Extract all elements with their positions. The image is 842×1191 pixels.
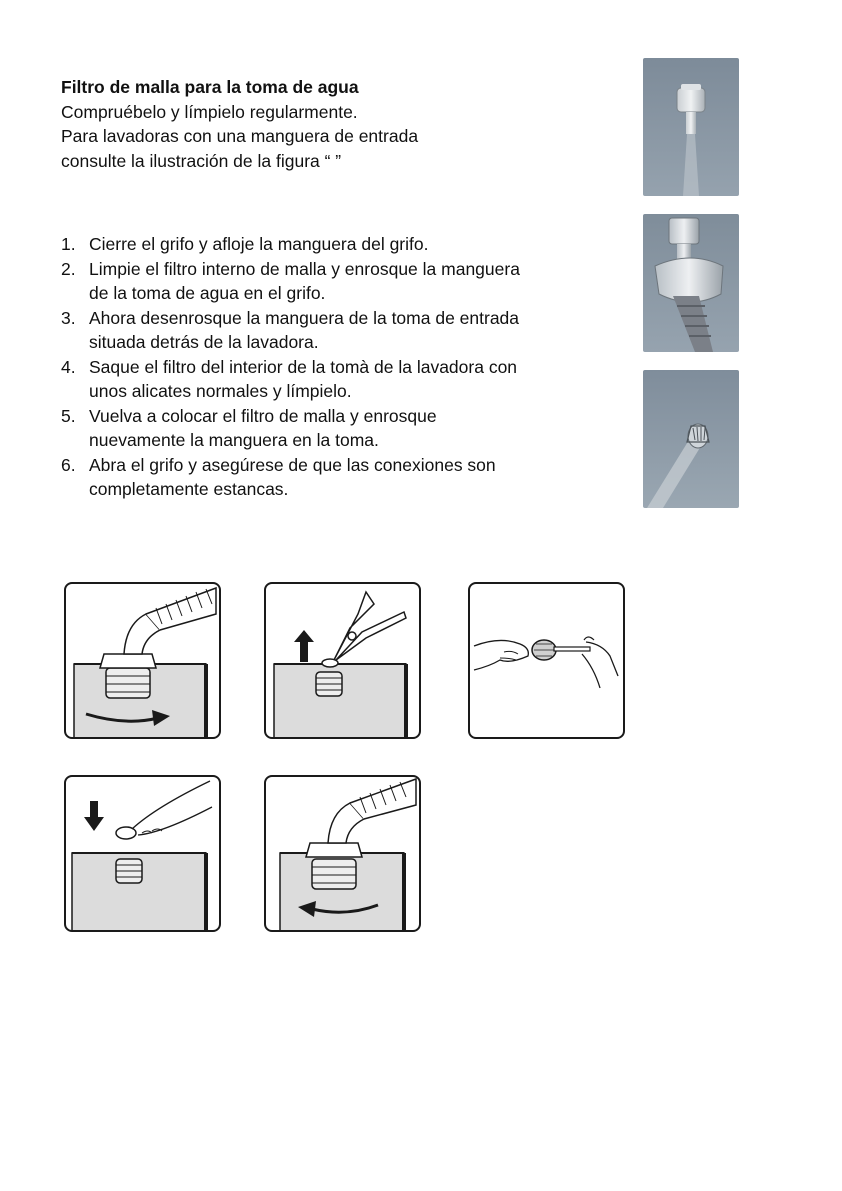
- step-number: 2.: [61, 258, 76, 279]
- insert-filter-illustration: [64, 775, 221, 932]
- steps-list: [61, 232, 531, 502]
- step-number: 3.: [61, 307, 76, 328]
- pliers-remove-filter-illustration: [264, 582, 421, 739]
- step-text: Ahora desenrosque la manguera de la toma de entrada situada detrás de la lavadora.: [89, 307, 520, 352]
- screw-hose-illustration: [264, 775, 421, 932]
- intro-block: [61, 75, 621, 173]
- brush-clean-filter-illustration: [468, 582, 625, 739]
- step-text: Vuelva a colocar el filtro de malla y enrosque nuevamente la manguera en la toma.: [89, 405, 437, 450]
- intro-line-1: Compruébelo y límpielo regularmente.: [61, 101, 358, 122]
- step-text: Limpie el filtro interno de malla y enrosque la manguera de la toma de agua en el grifo.: [89, 258, 520, 303]
- step-item: [61, 257, 531, 306]
- section-title: Filtro de malla para la toma de agua: [61, 77, 359, 97]
- hose-mesh-filter-photo: [643, 370, 739, 508]
- step-item: [61, 355, 531, 404]
- hose-nut-photo: [643, 58, 739, 196]
- step-item: [61, 232, 531, 257]
- step-text: Saque el filtro del interior de la tomà de la lavadora con unos alicates normales y límpielo.: [89, 356, 518, 401]
- intro-line-3: consulte la ilustración de la figura “ ”: [61, 150, 342, 171]
- step-text: Abra el grifo y asegúrese de que las conexiones son completamente estancas.: [89, 454, 496, 499]
- step-number: 5.: [61, 405, 76, 426]
- step-item: [61, 453, 531, 502]
- unscrew-hose-illustration: [64, 582, 221, 739]
- step-number: 6.: [61, 454, 76, 475]
- step-item: [61, 404, 531, 453]
- step-number: 1.: [61, 234, 76, 254]
- step-number: 4.: [61, 356, 76, 377]
- step-text: Cierre el grifo y afloje la manguera del grifo.: [89, 234, 429, 254]
- valve-body-photo: [643, 214, 739, 352]
- step-item: [61, 306, 531, 355]
- intro-line-2: Para lavadoras con una manguera de entrada: [61, 126, 419, 146]
